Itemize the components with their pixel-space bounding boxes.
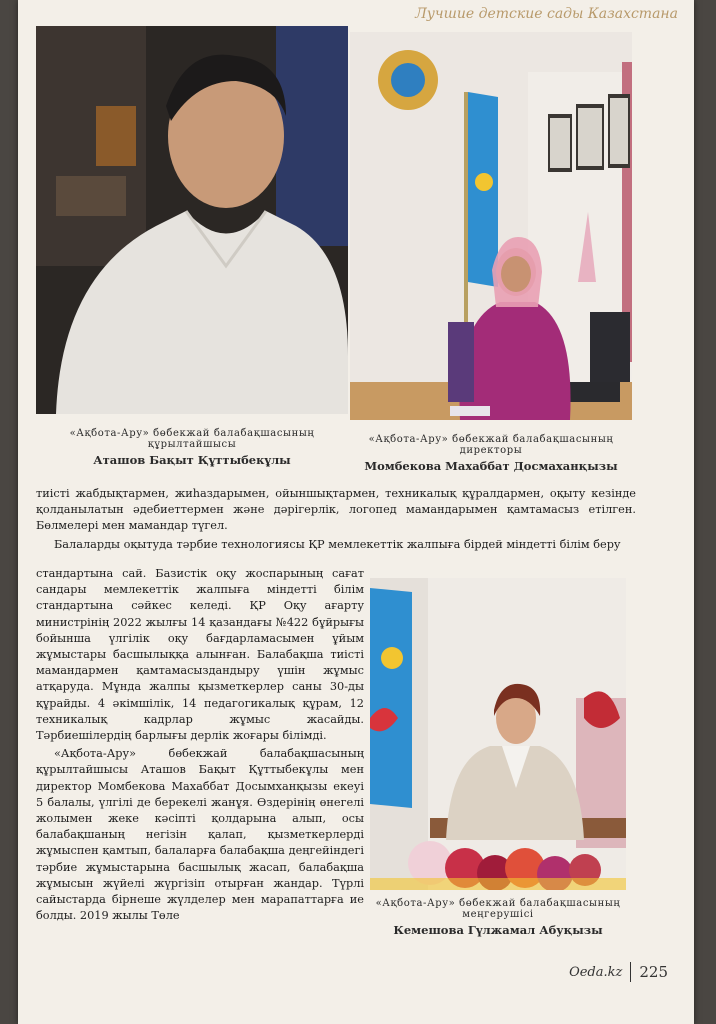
director-caption-org: «Ақбота-Ару» бөбекжай балабақшасының [368,434,614,445]
running-header: Лучшие детские сады Казахстана [415,6,678,22]
founder-caption-name: Аташов Бақыт Құттыбекұлы [93,453,291,467]
manager-caption-name: Кемешова Гүлжамал Абуқызы [393,923,603,937]
book-page [18,0,694,1024]
paragraph-1: тиісті жабдықтармен, жиһаздарымен, ойыншықтармен, техникалық құралдармен, оқыту кезінде қолданылатын әдебиеттермен және дәрігерлік, логопед мамандарымен қамтамасыз етілген. Бөлмелері мен мамандар түгел. [36,487,636,533]
paragraph-2-rest: стандартына сай. Базистік оқу жоспарының сағат сандары мемлекеттік жалпыға міндетті білім стандартына сәйкес келеді. ҚР Оқу ағарту министрінің 2022 жылғы 14 қазандағы №422 бұйрығы бойынша үлгілік оқу бағдарламасымен ұйым жұмыстары басшылыққа алынған. Балабақша тиісті мамандармен қамтамасыздандыру үшін жұмыс атқаруда. Мұнда жалпы қызметкерлер саны 30-ды құрайды. 4 әкімшілік, 14 педагогикалық құрам, 12 техникалық кадрлар жұмыс жасайды. Тәрбиешілердің барлығы дерлік жоғары білімді. [36,567,364,743]
director-photo [350,32,632,420]
manager-caption-role: меңгерушісі [462,909,534,920]
manager-caption-org: «Ақбота-Ару» бөбекжай балабақшасының [375,898,621,909]
founder-photo [36,26,348,414]
founder-caption-role: құрылтайшысы [147,439,237,450]
manager-photo [370,578,626,890]
body-text-top [36,486,636,553]
paragraph-3: «Ақбота-Ару» бөбекжай балабақшасының құрылтайшысы Аташов Бақыт Құттыбекұлы мен директор Момбекова Махаббат Досымханқызы екеуі 5 балалы, үлгілі де берекелі жанұя. Өздерінің өнегелі жолымен жеке кәсіпті қолдарына алып, осы балабақшаның негізін қалап, қызметкерлерді жұмыспен қамтып, балаларға балабақша деңгейіндегі тәрбие жұмыстарына басшылық жасап, балабақша жұмысын жүйелі жүргізіп отырған жандар. Түрлі сайыстарда бірнеше жүлделер мен марапаттарға ие болды. 2019 жылы Төле [36,747,364,923]
footer-divider [630,962,631,982]
founder-caption [36,428,348,467]
director-caption [350,434,632,473]
page-footer [569,962,668,982]
paragraph-2-start: Балаларды оқытуда тәрбие технологиясы ҚР мемлекеттік жалпыға бірдей міндетті білім беру [54,537,621,551]
director-caption-name: Момбекова Махаббат Досмаханқызы [364,459,618,473]
manager-caption [358,898,638,937]
founder-caption-org: «Ақбота-Ару» бөбекжай балабақшасының [69,428,315,439]
footer-site: Oeda.kz [569,964,623,980]
director-caption-role: директоры [459,445,523,456]
page-number: 225 [639,963,668,981]
body-text-column [36,566,364,924]
